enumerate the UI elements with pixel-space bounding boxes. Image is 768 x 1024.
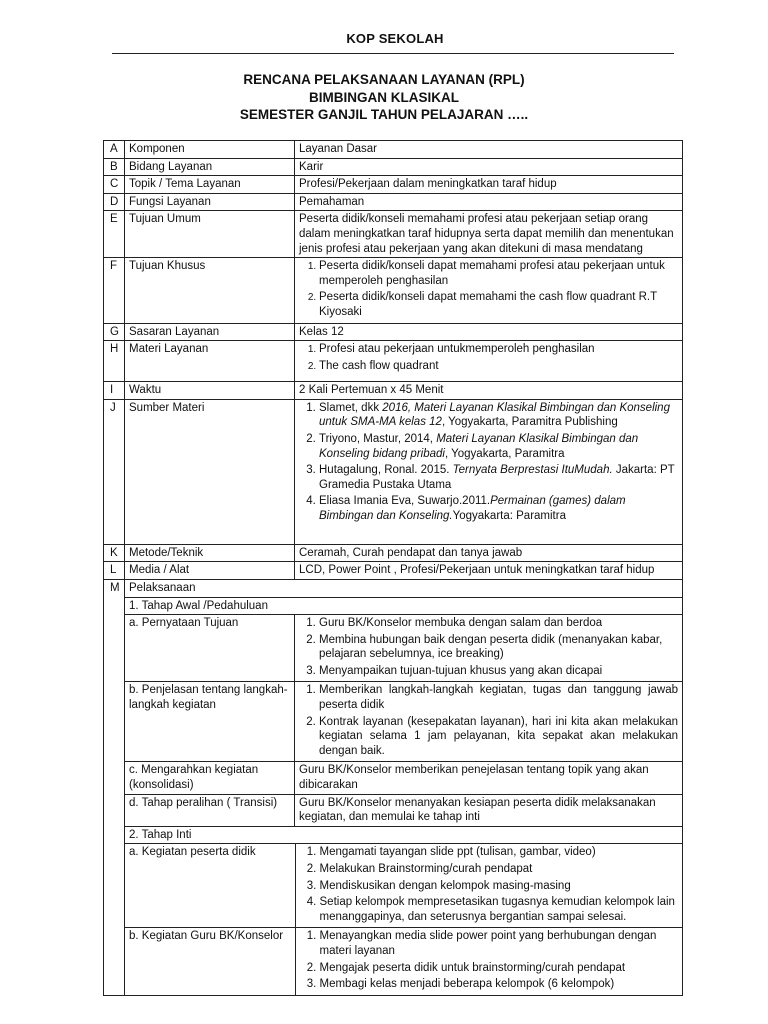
row-label: Bidang Layanan: [125, 158, 295, 176]
row-value: Layanan Dasar: [295, 141, 683, 159]
row-label: Topik / Tema Layanan: [125, 176, 295, 194]
step-label: c. Mengarahkan kegiatan (konsolidasi): [125, 762, 295, 794]
title-line-2: BIMBINGAN KLASIKAL: [309, 89, 459, 105]
row-j: [104, 399, 683, 544]
row-label: Waktu: [125, 382, 295, 400]
row-key: C: [104, 176, 125, 194]
list-item: 3. Mendiskusikan dengan kelompok masing-masing: [320, 879, 679, 894]
row-value: Profesi/Pekerjaan dalam meningkatkan taraf hidup: [295, 176, 683, 194]
row-label: Sasaran Layanan: [125, 323, 295, 341]
stage-heading: 2. Tahap Inti: [125, 826, 683, 844]
step-label: a. Kegiatan peserta didik: [125, 844, 295, 927]
reference-item: 2. Triyono, Mastur, 2014, Materi Layanan Klasikal Bimbingan dan Konseling bidang pribadi, Yogyakarta, Paramitra: [319, 432, 678, 461]
row-label: Fungsi Layanan: [125, 193, 295, 211]
stage-row: [104, 826, 683, 844]
letterhead-divider: [112, 53, 674, 54]
stage-row: [104, 597, 683, 615]
row-key: E: [104, 211, 125, 258]
letterhead: KOP SEKOLAH: [346, 31, 444, 46]
list-item: 4. Setiap kelompok mempresetasikan tugasnya kemudian kelompok lain menanggapinya, dan seterusnya bergantian sampai selesai.: [320, 895, 679, 924]
step-content: Guru BK/Konselor menanyakan kesiapan peserta didik melaksanakan kegiatan, dan memulai ke tahap inti: [295, 794, 683, 826]
row-i: [104, 382, 683, 400]
step-row: [104, 682, 683, 762]
row-value: LCD, Power Point , Profesi/Pekerjaan untuk meningkatkan taraf hidup: [295, 562, 683, 580]
row-label: Pelaksanaan: [125, 579, 683, 597]
list-item: 1. Mengamati tayangan slide ppt (tulisan, gambar, video): [320, 845, 679, 860]
row-m: [104, 579, 683, 597]
step-row: [125, 928, 682, 995]
row-f: [104, 258, 683, 323]
row-e: [104, 211, 683, 258]
list-item: 3. Menyampaikan tujuan-tujuan khusus yang akan dicapai: [319, 664, 678, 679]
row-h: [104, 341, 683, 382]
row-key: J: [104, 399, 125, 544]
row-key: K: [104, 544, 125, 562]
row-c: [104, 176, 683, 194]
row-key: I: [104, 382, 125, 400]
step-label: a. Pernyataan Tujuan: [125, 615, 295, 682]
list-item: 2. Peserta didik/konseli dapat memahami the cash flow quadrant R.T Kiyosaki: [319, 290, 678, 319]
step-content: Guru BK/Konselor memberikan penejelasan tentang topik yang akan dibicarakan: [295, 762, 683, 794]
row-d: [104, 193, 683, 211]
row-label: Materi Layanan: [125, 341, 295, 382]
step-label: b. Kegiatan Guru BK/Konselor: [125, 928, 295, 995]
list-item: 2. Membina hubungan baik dengan peserta didik (menanyakan kabar, pelajaran sebelumnya, ice breaking): [319, 633, 678, 662]
row-value: Peserta didik/konseli memahami profesi atau pekerjaan setiap orang dalam meningkatkan taraf hidupnya serta dapat memilih dan menentukan jenis profesi atau pekerjaan yang akan ditekuni di masa mendatang: [295, 211, 683, 258]
step-content: [295, 844, 682, 927]
list-item: 2. Melakukan Brainstorming/curah pendapat: [320, 862, 679, 877]
row-value: [295, 399, 683, 544]
row-label: Tujuan Umum: [125, 211, 295, 258]
list-item: 1. Peserta didik/konseli dapat memahami profesi atau pekerjaan untuk memperoleh penghasilan: [319, 259, 678, 288]
list-item: 1. Memberikan langkah-langkah kegiatan, tugas dan tanggung jawab peserta didik: [319, 683, 678, 712]
reference-item: 3. Hutagalung, Ronal. 2015. Ternyata Berprestasi ItuMudah. Jakarta: PT Gramedia Pustaka Utama: [319, 463, 678, 492]
row-label: Metode/Teknik: [125, 544, 295, 562]
row-key: M: [104, 579, 125, 995]
row-label: Tujuan Khusus: [125, 258, 295, 323]
list-item: 2. Mengajak peserta didik untuk brainstorming/curah pendapat: [320, 961, 679, 976]
step-row: [125, 844, 682, 927]
row-b: [104, 158, 683, 176]
list-item: 3. Membagi kelas menjadi beberapa kelompok (6 kelompok): [320, 977, 679, 992]
reference-item: 1. Slamet, dkk 2016, Materi Layanan Klasikal Bimbingan dan Konseling untuk SMA-MA kelas 12, Yogyakarta, Paramitra Publishing: [319, 401, 678, 430]
row-a: [104, 141, 683, 159]
row-key: G: [104, 323, 125, 341]
step-row: [104, 762, 683, 794]
row-key: D: [104, 193, 125, 211]
row-value: [295, 341, 683, 382]
stage-heading: 1. Tahap Awal /Pedahuluan: [125, 597, 683, 615]
list-item: 2. The cash flow quadrant: [319, 359, 678, 374]
row-label: Media / Alat: [125, 562, 295, 580]
step-row: [104, 615, 683, 682]
row-key: A: [104, 141, 125, 159]
row-k: [104, 544, 683, 562]
list-item: 1. Menayangkan media slide power point yang berhubungan dengan materi layanan: [320, 929, 679, 958]
inti-row: [104, 844, 683, 995]
row-key: B: [104, 158, 125, 176]
step-label: b. Penjelasan tentang langkah-langkah kegiatan: [125, 682, 295, 762]
step-content: [295, 682, 683, 762]
row-g: [104, 323, 683, 341]
step-label: d. Tahap peralihan ( Transisi): [125, 794, 295, 826]
title-line-3: SEMESTER GANJIL TAHUN PELAJARAN …..: [239, 107, 529, 122]
rpl-table: [103, 140, 683, 996]
row-key: F: [104, 258, 125, 323]
step-content: [295, 928, 682, 995]
row-value: 2 Kali Pertemuan x 45 Menit: [295, 382, 683, 400]
row-key: H: [104, 341, 125, 382]
list-item: 2. Kontrak layanan (kesepakatan layanan), hari ini kita akan melakukan kegiatan selama 1 jam pelayanan, kita sepakat akan melakukan dengan baik.: [319, 715, 678, 759]
row-l: [104, 562, 683, 580]
row-key: L: [104, 562, 125, 580]
document-titles: [0, 71, 768, 124]
title-line-1: RENCANA PELAKSANAAN LAYANAN (RPL): [243, 72, 525, 87]
row-value: Pemahaman: [295, 193, 683, 211]
row-value: [295, 258, 683, 323]
row-label: Komponen: [125, 141, 295, 159]
step-content: [295, 615, 683, 682]
list-item: 1. Profesi atau pekerjaan untukmemperoleh penghasilan: [319, 342, 678, 357]
row-value: Karir: [295, 158, 683, 176]
row-label: Sumber Materi: [125, 399, 295, 544]
row-value: Ceramah, Curah pendapat dan tanya jawab: [295, 544, 683, 562]
inti-table: [125, 844, 682, 994]
row-value: Kelas 12: [295, 323, 683, 341]
reference-item: 4. Eliasa Imania Eva, Suwarjo.2011.Permainan (games) dalam Bimbingan dan Konseling.Yogyakarta: Paramitra: [319, 494, 678, 523]
step-row: [104, 794, 683, 826]
list-item: 1. Guru BK/Konselor membuka dengan salam dan berdoa: [319, 616, 678, 631]
